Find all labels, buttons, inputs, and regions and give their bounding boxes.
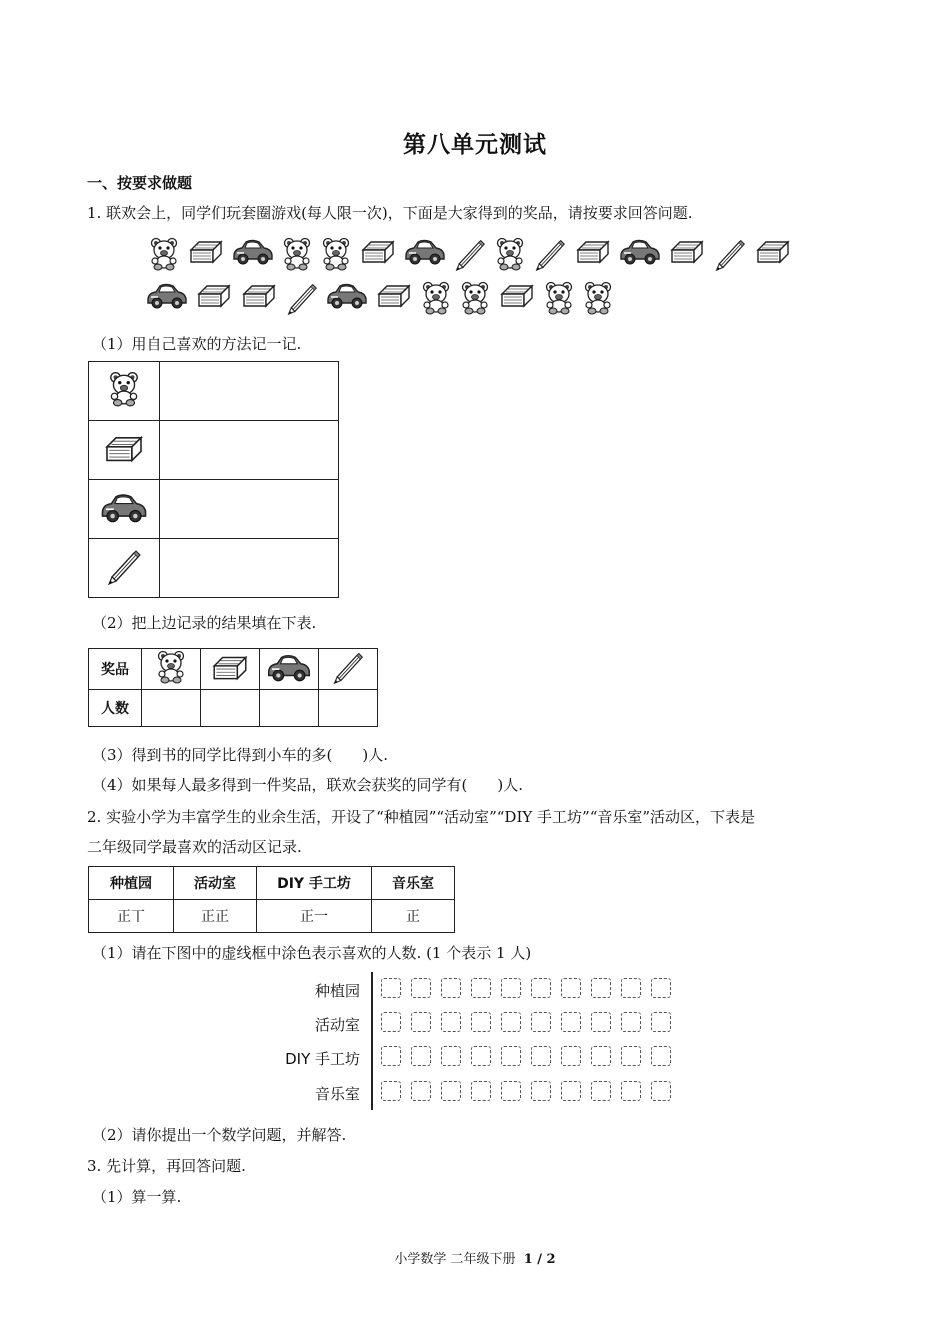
color-box[interactable] [651, 1012, 671, 1032]
color-box[interactable] [591, 1046, 611, 1066]
color-box[interactable] [411, 1012, 431, 1032]
color-box[interactable] [441, 1012, 461, 1032]
color-box[interactable] [501, 1046, 521, 1066]
car-icon [89, 480, 160, 539]
color-box[interactable] [621, 1046, 641, 1066]
color-box[interactable] [381, 1012, 401, 1032]
tally-cell-book[interactable] [160, 421, 339, 480]
car-icon [326, 280, 368, 310]
table-header-prize: 奖品 [89, 649, 142, 690]
tally-mark: 正 [372, 900, 455, 933]
color-box[interactable] [501, 1012, 521, 1032]
color-box[interactable] [651, 1046, 671, 1066]
color-box[interactable] [411, 1081, 431, 1101]
color-box[interactable] [531, 1046, 551, 1066]
color-box[interactable] [381, 978, 401, 998]
bear-icon [142, 649, 201, 690]
color-box[interactable] [501, 1081, 521, 1101]
color-box[interactable] [501, 978, 521, 998]
footer-label: 小学数学 二年级下册 [394, 1252, 516, 1267]
color-box[interactable] [561, 1012, 581, 1032]
activity-header: DIY 手工坊 [257, 867, 372, 900]
prize-row-2 [146, 280, 614, 316]
color-box[interactable] [591, 978, 611, 998]
book-icon [89, 421, 160, 480]
tally-record-table [88, 361, 339, 598]
grid-label: DIY 手工坊 [285, 1050, 360, 1068]
page-footer [0, 1248, 950, 1267]
tally-cell-bear[interactable] [160, 362, 339, 421]
book-icon [574, 236, 612, 266]
color-box[interactable] [441, 978, 461, 998]
color-box[interactable] [411, 978, 431, 998]
color-box[interactable] [471, 1046, 491, 1066]
color-box[interactable] [471, 978, 491, 998]
color-box[interactable] [471, 1081, 491, 1101]
bear-icon [459, 280, 491, 316]
bear-icon [420, 280, 452, 316]
car-icon [619, 236, 661, 266]
car-icon [146, 280, 188, 310]
bear-icon [281, 236, 313, 272]
bear-icon [582, 280, 614, 316]
activity-header: 种植园 [89, 867, 174, 900]
question-1-part-4: （4）如果每人最多得到一件奖品，联欢会获奖的同学有( )人. [92, 776, 524, 794]
bear-icon [89, 362, 160, 421]
color-box[interactable] [471, 1012, 491, 1032]
color-box[interactable] [381, 1081, 401, 1101]
car-icon [404, 236, 446, 266]
bear-icon [543, 280, 575, 316]
color-box[interactable] [531, 1081, 551, 1101]
grid-label: 音乐室 [314, 1085, 360, 1103]
count-table [88, 648, 378, 727]
activity-tally-table [88, 866, 455, 933]
question-3-text: 3. 先计算，再回答问题. [87, 1157, 246, 1175]
activity-header: 活动室 [174, 867, 257, 900]
color-box[interactable] [651, 978, 671, 998]
color-box[interactable] [591, 1081, 611, 1101]
table-row-count-label: 人数 [89, 690, 142, 727]
question-2-part-1: （1）请在下图中的虚线框中涂色表示喜欢的人数. (1 个表示 1 人) [92, 944, 532, 962]
question-1-part-1: （1）用自己喜欢的方法记一记. [92, 335, 302, 353]
count-cell-car[interactable] [260, 690, 319, 727]
bear-icon [148, 236, 180, 272]
section-heading: 一、按要求做题 [87, 174, 193, 192]
bear-icon [320, 236, 352, 272]
color-box[interactable] [621, 978, 641, 998]
count-cell-bear[interactable] [142, 690, 201, 727]
color-box[interactable] [411, 1046, 431, 1066]
color-box[interactable] [531, 1012, 551, 1032]
color-box[interactable] [621, 1012, 641, 1032]
activity-header: 音乐室 [372, 867, 455, 900]
tally-cell-car[interactable] [160, 480, 339, 539]
color-box[interactable] [381, 1046, 401, 1066]
color-box[interactable] [441, 1046, 461, 1066]
color-box[interactable] [561, 978, 581, 998]
book-icon [195, 280, 233, 310]
pencil-icon [319, 649, 378, 690]
question-1-part-2: （2）把上边记录的结果填在下表. [92, 614, 317, 632]
pencil-icon [533, 236, 567, 272]
question-3-part-1: （1）算一算. [92, 1188, 182, 1206]
page-title: 第八单元测试 [403, 132, 547, 158]
grid-label: 种植园 [314, 982, 360, 1000]
count-cell-book[interactable] [201, 690, 260, 727]
book-icon [201, 649, 260, 690]
color-box[interactable] [651, 1081, 671, 1101]
question-2-part-2: （2）请你提出一个数学问题，并解答. [92, 1126, 347, 1144]
book-icon [375, 280, 413, 310]
bear-icon [494, 236, 526, 272]
question-2-text-line-1: 2. 实验小学为丰富学生的业余生活，开设了“种植园”“活动室”“DIY 手工坊”“音乐室”活动区，下表是 [87, 808, 756, 826]
pencil-icon [713, 236, 747, 272]
book-icon [359, 236, 397, 266]
color-box[interactable] [561, 1046, 581, 1066]
prize-row-1 [148, 236, 792, 272]
pencil-icon [453, 236, 487, 272]
car-icon [232, 236, 274, 266]
pencil-icon [285, 280, 319, 316]
book-icon [187, 236, 225, 266]
color-box[interactable] [561, 1081, 581, 1101]
count-cell-pencil[interactable] [319, 690, 378, 727]
tally-mark: 正丅 [89, 900, 174, 933]
book-icon [498, 280, 536, 310]
book-icon [668, 236, 706, 266]
question-2-text-line-2: 二年级同学最喜欢的活动区记录. [87, 838, 302, 856]
tally-mark: 正正 [174, 900, 257, 933]
book-icon [754, 236, 792, 266]
book-icon [240, 280, 278, 310]
grid-label: 活动室 [314, 1016, 360, 1034]
question-1-part-3: （3）得到书的同学比得到小车的多( )人. [92, 746, 389, 764]
page-number: 1 / 2 [523, 1252, 556, 1267]
grid-axis [371, 972, 373, 1110]
tally-mark: 正一 [257, 900, 372, 933]
car-icon [260, 649, 319, 690]
color-box[interactable] [621, 1081, 641, 1101]
color-box[interactable] [591, 1012, 611, 1032]
question-1-text: 1. 联欢会上，同学们玩套圈游戏(每人限一次)，下面是大家得到的奖品，请按要求回答问题. [87, 204, 693, 222]
pencil-icon [89, 539, 160, 598]
color-box[interactable] [531, 978, 551, 998]
tally-cell-pencil[interactable] [160, 539, 339, 598]
color-box[interactable] [441, 1081, 461, 1101]
